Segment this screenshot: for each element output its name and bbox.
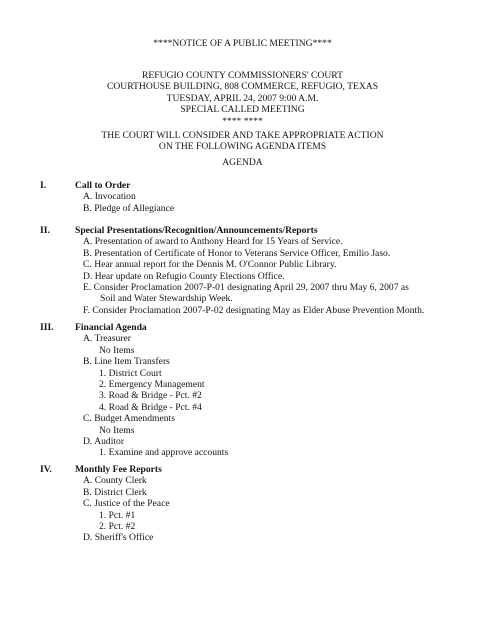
agenda-item: B. Presentation of Certificate of Honor to Veterans Service Officer, Emilio Jaso.	[83, 247, 391, 259]
agenda-item: A. Invocation	[83, 191, 136, 203]
agenda-subitem: No Items	[99, 344, 135, 356]
agenda-subitem: 1. Examine and approve accounts	[99, 447, 229, 459]
agenda-subitem: 1. Pct. #1	[99, 509, 136, 521]
agenda-subitem: 1. District Court	[99, 367, 162, 379]
agenda-item: A. County Clerk	[83, 475, 147, 487]
notice-heading: ****NOTICE OF A PUBLIC MEETING****	[153, 38, 332, 49]
agenda-subitem: 2. Pct. #2	[99, 521, 136, 532]
section-numeral: III.	[40, 322, 54, 333]
agenda-item-continuation: Soil and Water Stewardship Week.	[100, 293, 233, 305]
agenda-item: D. Sheriff's Office	[83, 532, 154, 544]
court-statement-line-2: ON THE FOLLOWING AGENDA ITEMS	[158, 141, 327, 153]
section-title: Call to Order	[75, 180, 131, 191]
header-date-time: TUESDAY, APRIL 24, 2007 9:00 A.M.	[166, 92, 319, 104]
header-address: COURTHOUSE BUILDING, 808 COMMERCE, REFUGIO, TEXAS	[106, 81, 379, 93]
agenda-subitem: 4. Road & Bridge - Pct. #4	[99, 401, 202, 413]
agenda-item: B. District Clerk	[83, 486, 147, 498]
header-meeting-type: SPECIAL CALLED MEETING	[180, 104, 305, 116]
agenda-item: F. Consider Proclamation 2007-P-02 designating May as Elder Abuse Prevention Month.	[83, 304, 425, 316]
section-numeral: IV.	[40, 464, 52, 475]
agenda-subitem: No Items	[99, 424, 135, 436]
agenda-subitem: 2. Emergency Management	[99, 379, 205, 390]
court-statement	[0, 130, 485, 153]
header-court-name: REFUGIO COUNTY COMMISSIONERS' COURT	[142, 70, 343, 81]
agenda-item: B. Pledge of Allegiance	[83, 202, 175, 214]
section-numeral: II.	[40, 225, 50, 236]
section-title: Monthly Fee Reports	[75, 464, 162, 475]
section-title: Special Presentations/Recognition/Announcements/Reports	[75, 225, 318, 236]
agenda-item: A. Presentation of award to Anthony Heard for 15 Years of Service.	[83, 236, 343, 248]
section-numeral: I.	[40, 180, 47, 191]
section-title: Financial Agenda	[75, 322, 147, 333]
agenda-item: D. Hear update on Refugio County Elections Office.	[83, 270, 285, 282]
agenda-item: A. Treasurer	[83, 333, 131, 345]
agenda-item: B. Line Item Transfers	[83, 356, 170, 368]
agenda-item: C. Budget Amendments	[83, 413, 175, 425]
meeting-header	[0, 70, 485, 127]
header-stars: **** ****	[222, 115, 263, 127]
agenda-item: E. Consider Proclamation 2007-P-01 designating April 29, 2007 thru May 6, 2007 as	[83, 282, 409, 293]
agenda-item: D. Auditor	[83, 436, 125, 447]
agenda-item: C. Justice of the Peace	[83, 498, 170, 510]
agenda-item: C. Hear annual report for the Dennis M. O'Connor Public Library.	[83, 259, 337, 271]
court-statement-line-1: THE COURT WILL CONSIDER AND TAKE APPROPRIATE ACTION	[101, 130, 384, 141]
agenda-subitem: 3. Road & Bridge - Pct. #2	[99, 390, 202, 402]
agenda-title: AGENDA	[222, 157, 263, 168]
